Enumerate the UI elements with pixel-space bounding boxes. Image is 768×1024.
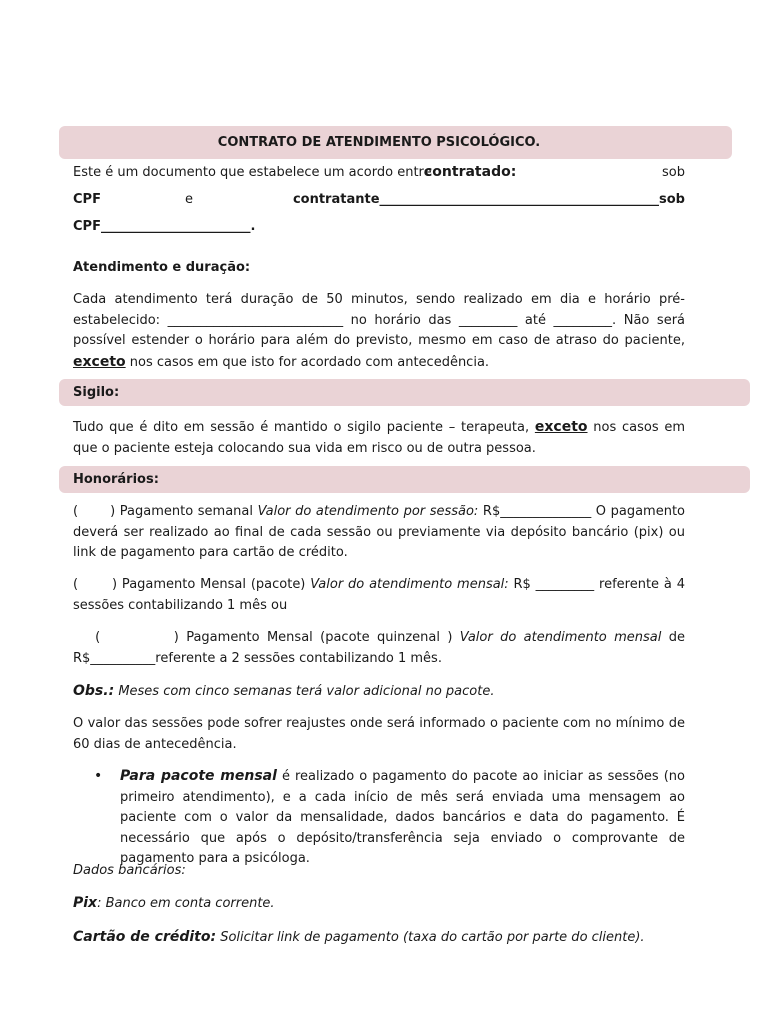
bullet-icon: • xyxy=(94,768,103,784)
conjunction-e: e xyxy=(185,192,193,207)
obs-label: Obs.: xyxy=(73,683,115,699)
sigilo-band xyxy=(59,379,750,406)
dados-bancarios: Dados bancários: xyxy=(73,863,186,878)
cartao-label: Cartão de crédito: xyxy=(73,929,217,945)
atendimento-paragraph xyxy=(73,290,685,373)
quinzenal-text: de R$__________referente a 2 sessões contabilizando 1 mês. xyxy=(73,630,685,666)
bullet-text: é realizado o pagamento do pacote ao iniciar as sessões (no primeiro atendimento), e a cada início de mês será enviada uma mensagem ao paciente com o valor da mensalidade, dados bancários e data do pagamento. É necessário que após o depósito/transferência seja enviado o comprovante de pagamento para a psicóloga. xyxy=(120,769,685,866)
quinzenal-label: Valor do atendimento mensal xyxy=(459,630,662,645)
obs-text: Meses com cinco semanas terá valor adicional no pacote. xyxy=(114,684,495,699)
exceto-emphasis: exceto xyxy=(73,353,126,370)
cartao-text: Solicitar link de pagamento (taxa do cartão por parte do cliente). xyxy=(216,930,645,945)
pagamento-mensal xyxy=(73,575,685,616)
semanal-label: Valor do atendimento por sessão: xyxy=(257,504,479,519)
atendimento-text-end: nos casos em que isto for acordado com antecedência. xyxy=(125,354,490,370)
mensal-label: Valor do atendimento mensal: xyxy=(310,577,509,592)
mensal-checkbox-text: ( ) Pagamento Mensal (pacote) xyxy=(73,577,311,592)
pix-label: Pix xyxy=(73,895,98,911)
reajuste-paragraph: O valor das sessões pode sofrer reajustes onde será informado o paciente com no mínimo de 60 dias de antecedência. xyxy=(73,716,685,752)
sigilo-heading: Sigilo: xyxy=(73,385,120,400)
bullet-bold: Para pacote mensal xyxy=(120,768,277,784)
cartao-line xyxy=(73,927,685,949)
cpf-label-1: CPF xyxy=(73,192,101,207)
intro-lead: Este é um documento que estabelece um acordo entre xyxy=(73,165,432,180)
sob-label-1: sob xyxy=(662,165,685,180)
contratante-field: contratante___________________________________________sob xyxy=(292,192,685,207)
pix-line xyxy=(73,893,685,915)
intro-line-3 xyxy=(73,219,685,239)
pagamento-semanal xyxy=(73,502,685,564)
pagamento-quinzenal xyxy=(73,628,685,669)
quinzenal-checkbox-text: ( ) Pagamento Mensal (pacote quinzenal ) xyxy=(73,630,460,645)
sigilo-exceto-emphasis: exceto xyxy=(534,419,588,435)
intro-line-1 xyxy=(73,165,685,185)
sigilo-text: Tudo que é dito em sessão é mantido o sigilo paciente – terapeuta, xyxy=(73,420,535,435)
intro-line-2 xyxy=(73,192,685,212)
semanal-text: R$______________ O pagamento deverá ser realizado ao final de cada sessão ou previamente via depósito bancário (pix) ou link de pagamento para cartão de crédito. xyxy=(73,504,685,560)
honorarios-band xyxy=(59,466,750,493)
page-title: CONTRATO DE ATENDIMENTO PSICOLÓGICO. xyxy=(217,135,541,150)
sigilo-paragraph xyxy=(73,417,685,459)
contratado-label: contratado: xyxy=(424,164,517,180)
sigilo-text-end: nos casos em que o paciente esteja colocando sua vida em risco ou de outra pessoa. xyxy=(73,420,685,456)
cpf-field-2: CPF_______________________. xyxy=(73,219,256,234)
honorarios-heading: Honorários: xyxy=(73,472,159,487)
pix-text: : Banco em conta corrente. xyxy=(97,896,275,911)
atendimento-heading: Atendimento e duração: xyxy=(73,260,251,275)
semanal-checkbox-text: ( ) Pagamento semanal xyxy=(73,504,258,519)
mensal-text: R$ _________ referente à 4 sessões contabilizando 1 mês ou xyxy=(73,577,685,613)
obs-paragraph xyxy=(73,681,685,703)
bullet-paragraph xyxy=(120,766,685,870)
atendimento-text: Cada atendimento terá duração de 50 minutos, sendo realizado em dia e horário pré-estabelecido: ___________________________ no horário das _________ até _________. Não será possível estender o horário para além do previsto, mesmo em caso de atraso do paciente, xyxy=(73,292,685,348)
